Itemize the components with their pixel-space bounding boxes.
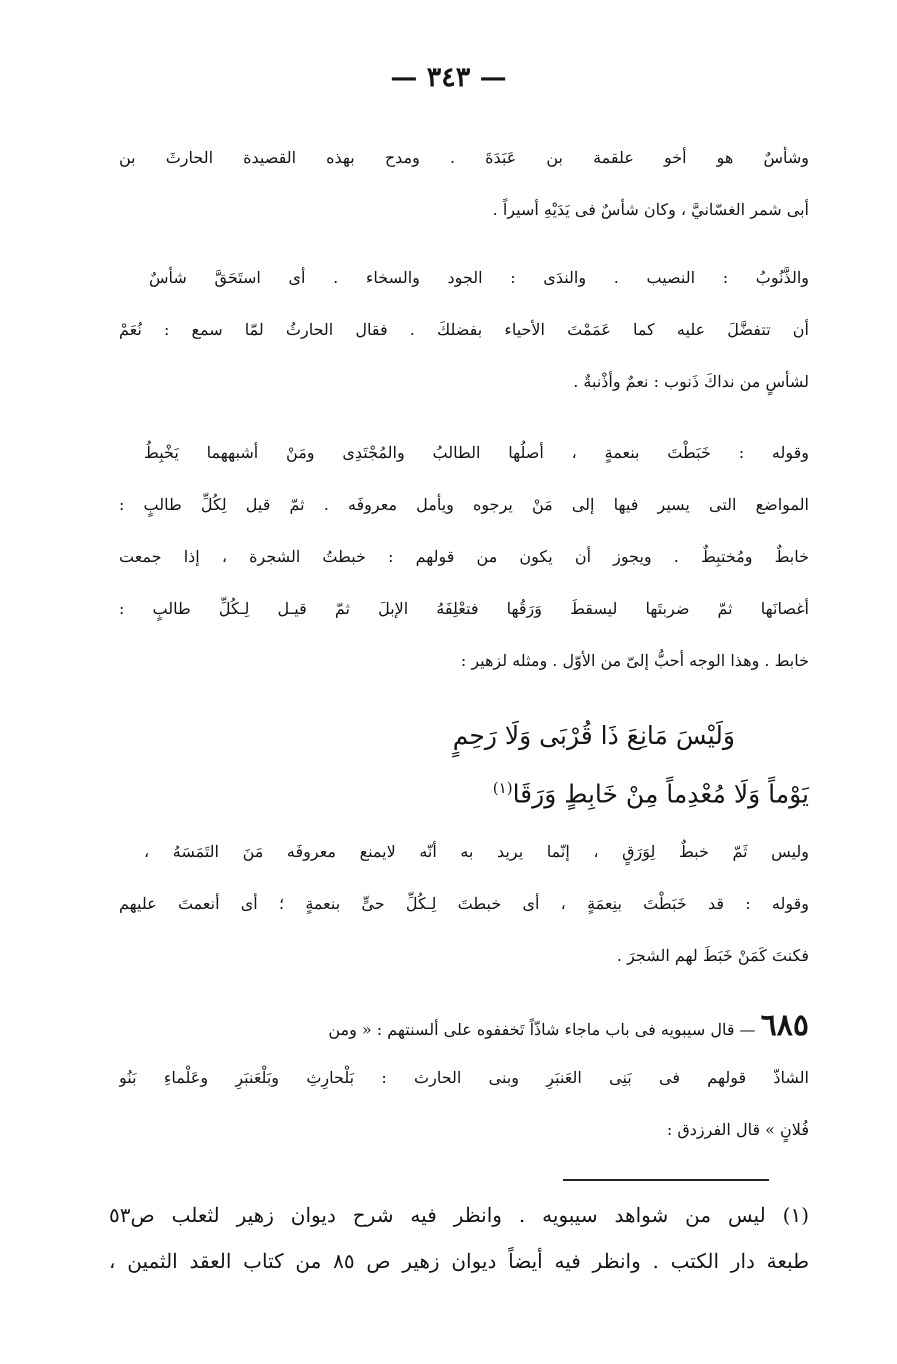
paragraph-1-line-1: وشأسٌ هو أخو علقمة بن عَبَدَةَ . ومدح بهذه القصيدة الحارثَ بن [119,148,809,167]
footnote-line-1: (١) ليس من شواهد سيبويه . وانظر فيه شرح ديوان زهير لثعلب ص٥٣ [109,1203,809,1227]
paragraph-4-line-1: وليس ثَمّ خبطٌ لِوَرَقٍ ، إنّما يريد به أنّه لايمنع معروفَه مَنَ التَمَسَهُ ، [144,842,809,861]
paragraph-2-line-3: لشأسٍ من نداكَ ذَنوب : نعمٌ وأذْنبةٌ . [573,372,809,391]
paragraph-3-line-5: خابط . وهذا الوجه أحبُّ إلىّ من الأوّل . ومثله لزهير : [460,651,809,670]
section-line-3: فُلانٍ » قال الفرزدق : [666,1120,809,1139]
footnote-line-2: طبعة دار الكتب . وانظر فيه أيضاً ديوان زهير ص ٨٥ من كتاب العقد الثمين ، [109,1249,809,1273]
paragraph-4-line-3: فكنتَ كَمَنْ خَبَطَ لهم الشجرَ . [616,946,809,965]
paragraph-3-line-4: أغصانَها ثمّ ضربتَها ليسقطَ وَرَقُها فتعْلِفَهُ الإبلَ ثمّ قيـل لِـكُلِّ طالبٍ : [119,599,809,618]
verse-hemistich-1: وَلَيْسَ مَانِعَ ذَا قُرْبَى وَلَا رَحِمٍ [452,721,735,750]
paragraph-3-line-1: وقوله : خَبَطْتَ بنعمةٍ ، أصلُها الطالبُ والمُجْتَدِى ومَنْ أشبههما يَخْبِطُ [144,443,809,462]
paragraph-2-line-1: والذَّنُوبُ : النصيب . والندَى : الجود والسخاء . أى استَحَقَّ شأسٌ [149,268,809,287]
paragraph-3-line-2: المواضع التى يسير فيها إلى مَنْ يرجوه ويأمل معروفَه . ثمّ قيل لِكُلِّ طالبٍ : [119,495,809,514]
section-line-1-wrap [119,1000,809,1052]
section-number: ٦٨٥ [760,1008,809,1043]
section-line-2: الشاذّ قولهم فى بَنِى العَنبَرِ وبنى الحارث : بَلْحارِثِ وبَلْعَنبَرِ وعَلْماءِ بَنُو [119,1068,809,1087]
paragraph-2-line-2: أن تتفضَّلَ عليه كما عَمَمْتَ الأحياء بفضلكَ . فقال الحارثُ لمّا سمع : نُعَمْ [119,320,809,339]
page-number: — ٣٤٣ — [390,62,507,93]
footnote-marker: (١) [492,779,513,797]
paragraph-4-line-2: وقوله : قد خَبَطْتَ بنِعمَةٍ ، أى خبطتَ لِـكُلِّ حىٍّ بنعمةٍ ؛ أى أنعمتَ عليهم [119,894,809,913]
paragraph-3-line-3: خابطٌ ومُختبِطٌ . ويجوز أن يكون من قولهم : خبطتُ الشجرة ، إذا جمعت [119,547,809,566]
footnote-separator [563,1179,769,1181]
verse-hemistich-2-wrap [493,762,809,814]
section-line-1: — قال سيبويه فى باب ماجاء شاذّاً تَخففوه على ألسنتهم : « ومن [328,1020,756,1039]
paragraph-1-line-2: أبى شمر الغسّانيَّ ، وكان شأسٌ فى يَدَيْهِ أسيراً . [492,200,809,219]
verse-hemistich-2: يَوْماً وَلَا مُعْدِماً مِنْ خَابِطٍ وَرَقَا [512,779,809,809]
